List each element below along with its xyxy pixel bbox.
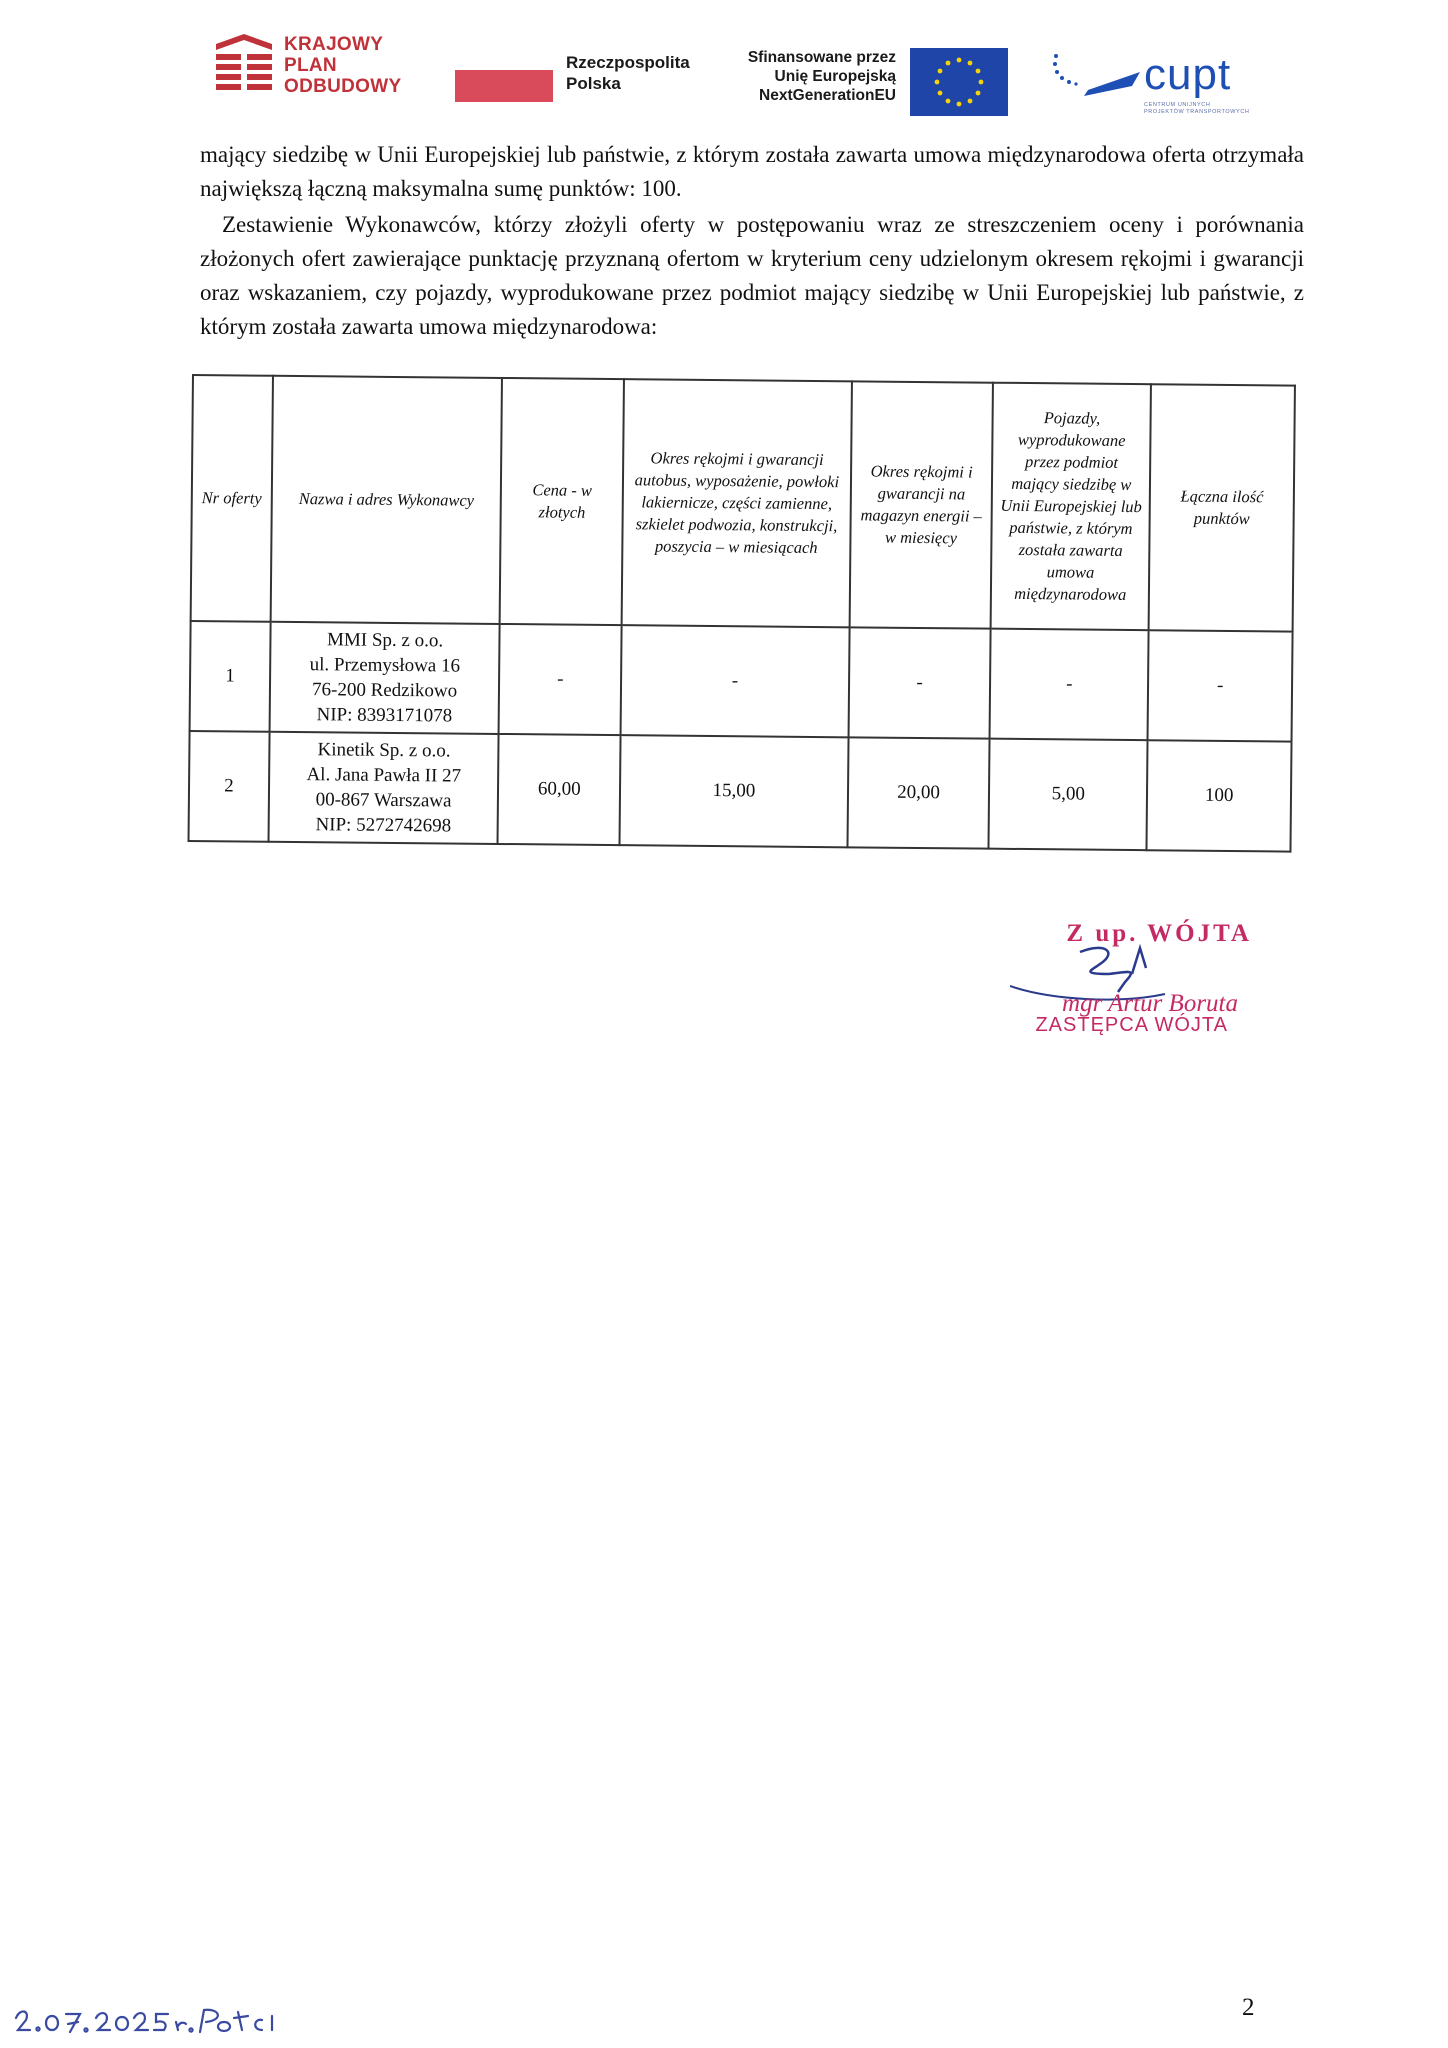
- table-row: [190, 621, 1293, 742]
- eu-flag-icon: [910, 48, 1008, 116]
- rp-line: Polska: [566, 74, 621, 93]
- cell-warranty-bus: 15,00: [620, 735, 849, 847]
- kpo-logo: [214, 32, 401, 98]
- eu-line: NextGenerationEU: [759, 87, 896, 104]
- header-warranty-energy: Okres rękojmi i gwarancji na magazyn energii – w miesięcy: [849, 381, 993, 628]
- address-line: 76-200 Redzikowo: [311, 679, 458, 702]
- address-line: Kinetik Sp. z o.o.: [317, 739, 451, 762]
- cupt-wordmark: cupt: [1144, 50, 1232, 99]
- cupt-subtitle: [1144, 102, 1284, 116]
- kpo-logo-text: [284, 34, 401, 97]
- paragraph-summary: Zestawienie Wykonawców, którzy złożyli oferty w postępowaniu wraz ze streszczeniem oceny i porównania złożonych ofert zawierające punktację przyznaną ofertom w kryterium ceny udzielonym okresem rękojmi i gwarancji oraz wskazaniem, czy pojazdy, wyprodukowane przez podmiot mający siedzibę w Unii Europejskiej lub państwie, z którym została zawarta umowa międzynarodowa:: [200, 212, 1304, 339]
- handwriting-icon: [10, 2000, 300, 2040]
- cell-warranty-energy: 20,00: [847, 737, 990, 848]
- header-vehicles-eu: Pojazdy, wyprodukowane przez podmiot mający siedzibę w Unii Europejskiej lub państwie, z którym została zawarta umowa międzynarodowa: [991, 383, 1151, 631]
- cell-total: 100: [1147, 740, 1292, 851]
- kpo-stripes-icon: [214, 32, 274, 98]
- cell-nr: 1: [190, 621, 271, 732]
- rp-line: Rzeczpospolita: [566, 53, 690, 72]
- header-warranty-bus: Okres rękojmi i gwarancji autobus, wyposażenie, powłoki lakiernicze, części zamienne, szkielet podwozia, konstrukcji, poszycia – w miesiącach: [622, 379, 852, 627]
- cupt-logo: [1048, 50, 1288, 125]
- eu-line: Sfinansowane przez: [747, 49, 896, 66]
- address-line: ul. Przemysłowa 16: [309, 654, 461, 677]
- cupt-sub-line: PROJEKTÓW TRANSPORTOWYCH: [1144, 109, 1250, 115]
- address-line: NIP: 8393171078: [316, 704, 453, 727]
- table-row: [189, 731, 1292, 852]
- stamp-name: mgr Artur Boruta: [1062, 990, 1238, 1017]
- address-line: Al. Jana Pawła II 27: [306, 764, 462, 787]
- official-stamp: [1010, 912, 1260, 1052]
- header-nr: Nr oferty: [191, 375, 273, 622]
- cell-address: [268, 732, 499, 844]
- header-price: Cena - w złotych: [500, 378, 624, 625]
- eu-line: Unię Europejską: [774, 68, 896, 85]
- cupt-arrow-icon: [1048, 50, 1144, 110]
- eu-funding-text: [700, 48, 896, 105]
- stamp-role: ZASTĘPCA WÓJTA: [1035, 1014, 1228, 1036]
- address-line: 00-867 Warszawa: [315, 789, 452, 812]
- cell-price: -: [499, 624, 622, 735]
- kpo-line: ODBUDOWY: [284, 75, 402, 97]
- rp-logo-text: [566, 52, 690, 94]
- cell-total: -: [1148, 630, 1293, 741]
- header-total: Łączna ilość punktów: [1149, 384, 1295, 631]
- cupt-sub-line: CENTRUM UNIJNYCH: [1144, 102, 1211, 108]
- cell-nr: 2: [189, 731, 270, 842]
- cell-vehicles-eu: -: [990, 629, 1149, 741]
- header-name: Nazwa i adres Wykonawcy: [271, 376, 503, 624]
- cell-vehicles-eu: 5,00: [989, 739, 1148, 851]
- kpo-line: KRAJOWY: [284, 33, 384, 55]
- offers-table: [188, 374, 1296, 853]
- funding-logos-bar: [0, 0, 1448, 130]
- paragraph-intro: mający siedzibę w Unii Europejskiej lub państwie, z którym została zawarta umowa międzynarodowa oferta otrzymała największą łączną maksymalna sumę punktów: 100.: [200, 142, 1304, 201]
- page-number: 2: [1242, 1994, 1255, 2021]
- kpo-line: PLAN: [284, 54, 337, 76]
- cell-address: [269, 622, 500, 734]
- poland-flag-icon: [455, 70, 553, 102]
- handwritten-date-note: [10, 2000, 300, 2040]
- address-line: NIP: 5272742698: [315, 814, 452, 837]
- stamp-heading: Z up. WÓJTA: [1066, 920, 1252, 947]
- cell-warranty-bus: -: [621, 625, 850, 737]
- cell-warranty-energy: -: [848, 627, 991, 738]
- address-line: MMI Sp. z o.o.: [326, 629, 444, 652]
- cell-price: 60,00: [498, 734, 621, 845]
- table-header-row: [191, 375, 1295, 632]
